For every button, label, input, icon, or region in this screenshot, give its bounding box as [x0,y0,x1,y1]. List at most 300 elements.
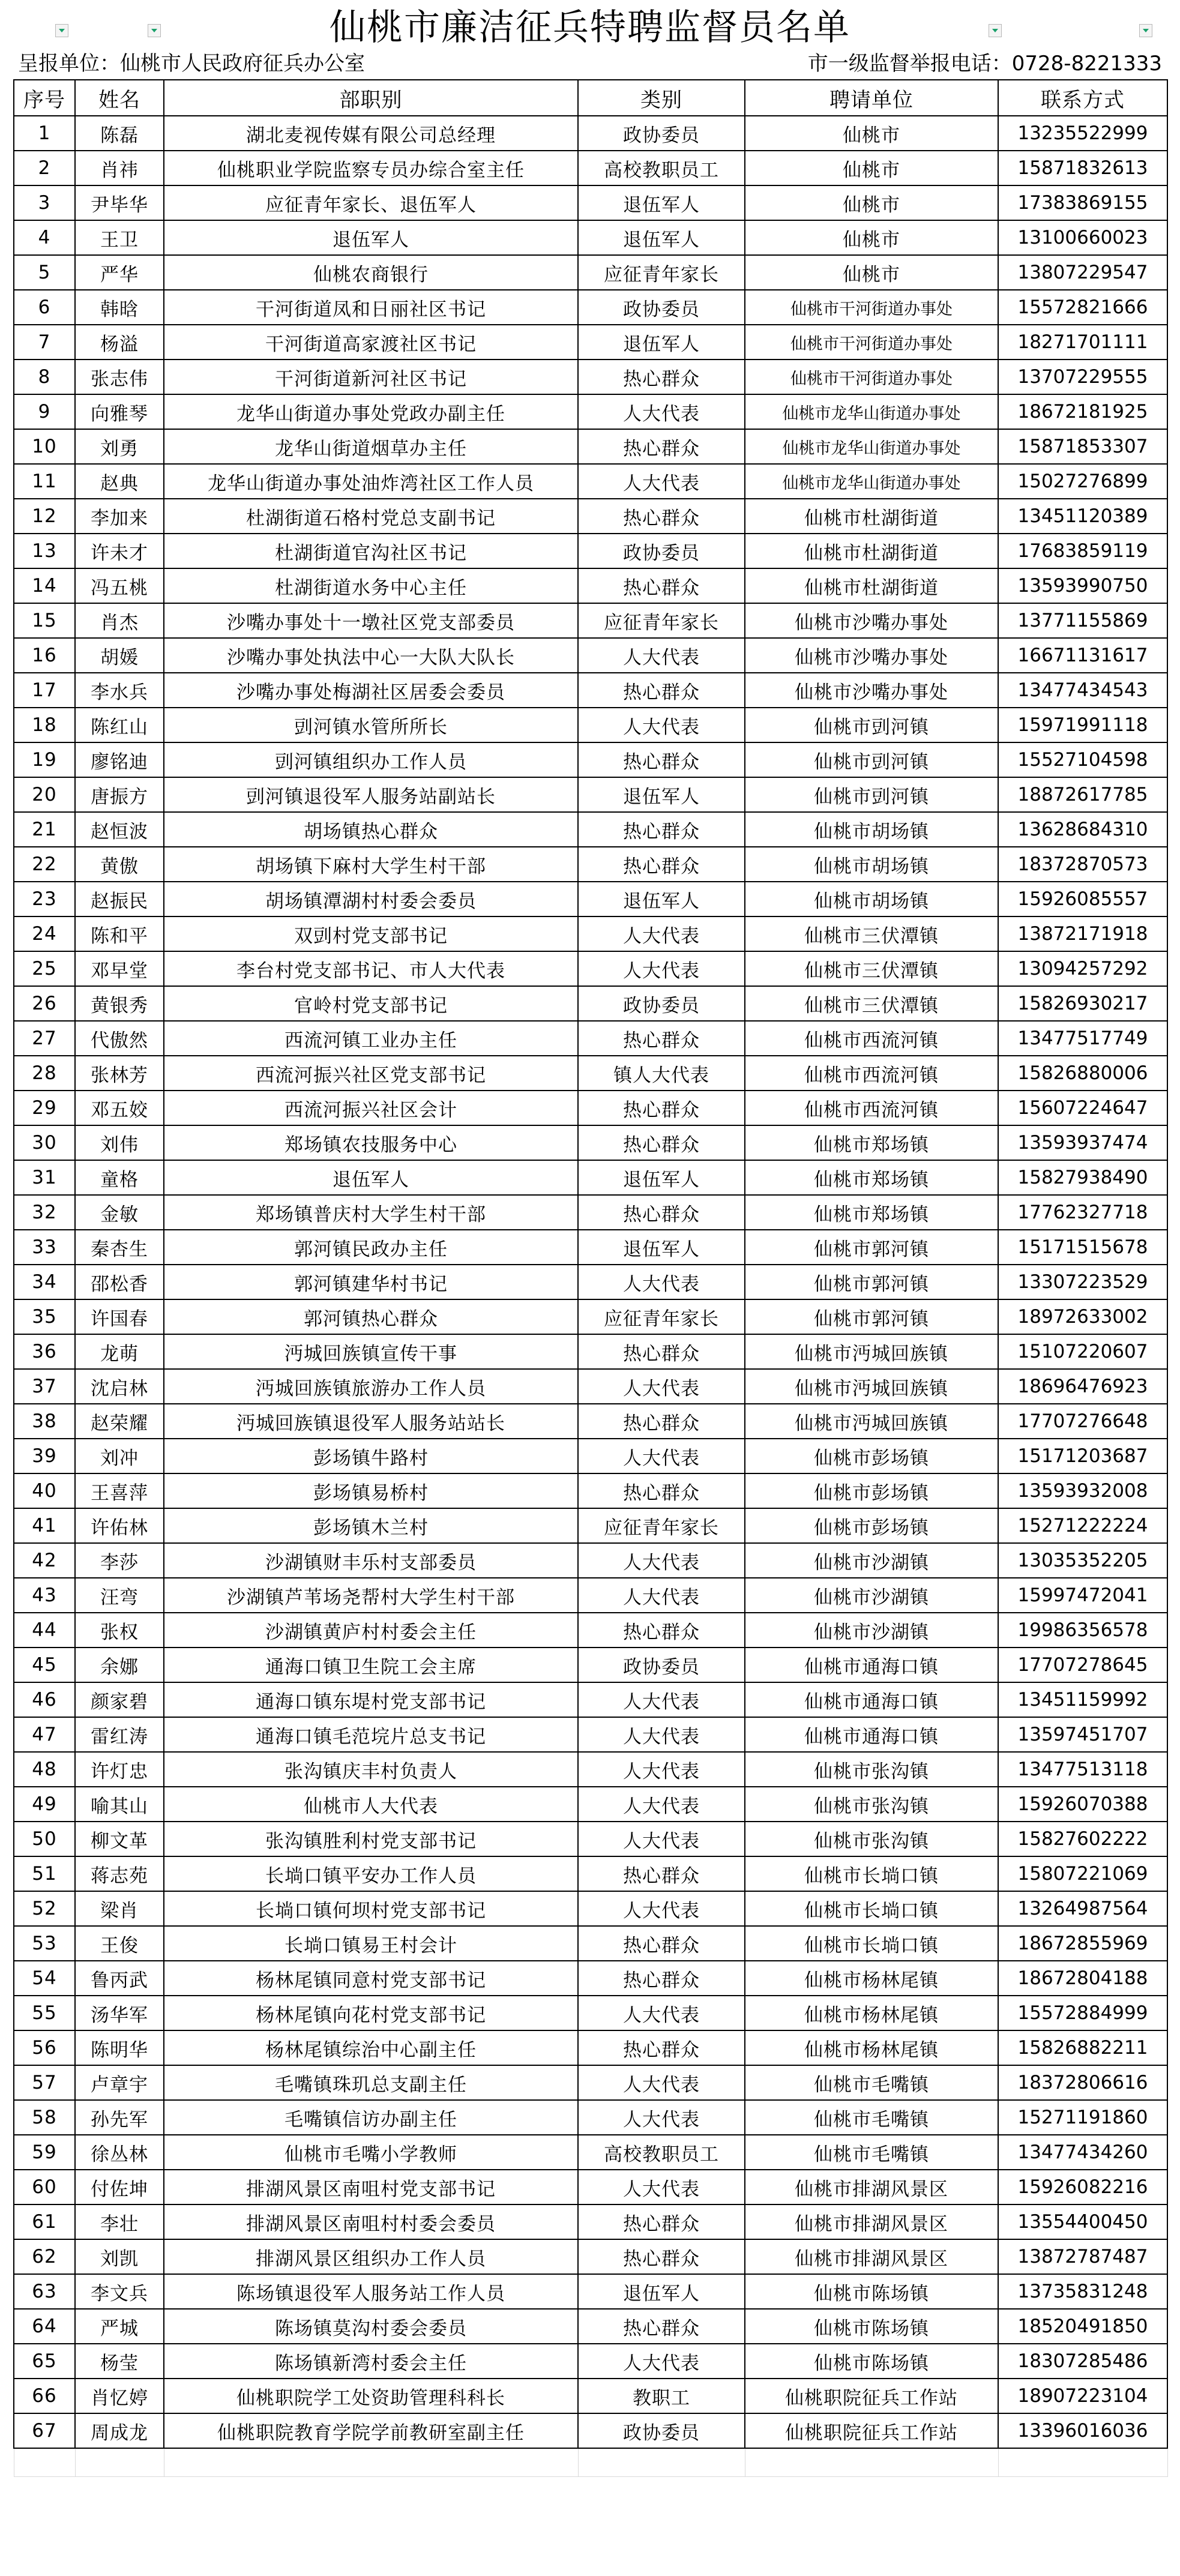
cell-position[interactable]: 沙嘴办事处十一墩社区党支部委员 [164,603,578,638]
cell-no[interactable]: 22 [14,847,75,882]
cell-category[interactable]: 人大代表 [578,2100,745,2135]
cell-name[interactable]: 颜家碧 [75,1682,164,1717]
cell-no[interactable]: 7 [14,325,75,360]
cell-category[interactable]: 人大代表 [578,1717,745,1752]
cell-position[interactable]: 官岭村党支部书记 [164,986,578,1021]
cell-unit[interactable]: 仙桃市长埫口镇 [745,1926,998,1961]
cell-name[interactable]: 严华 [75,255,164,290]
header-position[interactable]: 部职别 [164,80,578,116]
cell-no[interactable]: 18 [14,708,75,742]
cell-position[interactable]: 陈场镇退役军人服务站工作人员 [164,2274,578,2309]
cell-name[interactable]: 唐振方 [75,777,164,812]
cell-name[interactable]: 陈和平 [75,916,164,951]
cell-name[interactable]: 柳文革 [75,1822,164,1856]
cell-position[interactable]: 仙桃职院学工处资助管理科科长 [164,2379,578,2413]
cell-no[interactable]: 55 [14,1996,75,2030]
cell-phone[interactable]: 13035352205 [998,1543,1167,1578]
cell-name[interactable]: 龙萌 [75,1334,164,1369]
cell-no[interactable]: 10 [14,429,75,464]
cell-name[interactable]: 汪弯 [75,1578,164,1613]
cell-name[interactable]: 鲁丙武 [75,1961,164,1996]
cell-name[interactable]: 付佐坤 [75,2170,164,2204]
cell-unit[interactable]: 仙桃市通海口镇 [745,1717,998,1752]
cell-phone[interactable]: 13477513118 [998,1752,1167,1787]
cell-category[interactable]: 人大代表 [578,638,745,673]
cell-position[interactable]: 胡场镇潭湖村村委会委员 [164,882,578,916]
cell-position[interactable]: 杨林尾镇综治中心副主任 [164,2030,578,2065]
cell-no[interactable]: 37 [14,1369,75,1404]
cell-no[interactable]: 21 [14,812,75,847]
cell-category[interactable]: 热心群众 [578,429,745,464]
cell-no[interactable]: 6 [14,290,75,325]
cell-name[interactable]: 杨莹 [75,2344,164,2379]
cell-phone[interactable]: 13771155869 [998,603,1167,638]
cell-phone[interactable]: 15271222224 [998,1508,1167,1543]
cell-position[interactable]: 剅河镇水管所所长 [164,708,578,742]
cell-no[interactable]: 38 [14,1404,75,1439]
cell-position[interactable]: 龙华山街道办事处党政办副主任 [164,394,578,429]
cell-category[interactable]: 热心群众 [578,568,745,603]
cell-unit[interactable]: 仙桃市张沟镇 [745,1752,998,1787]
cell-no[interactable]: 65 [14,2344,75,2379]
cell-name[interactable]: 肖忆婷 [75,2379,164,2413]
cell-name[interactable]: 刘勇 [75,429,164,464]
cell-position[interactable]: 剅河镇组织办工作人员 [164,742,578,777]
cell-unit[interactable]: 仙桃市郑场镇 [745,1195,998,1230]
cell-no[interactable]: 41 [14,1508,75,1543]
empty-cell[interactable] [578,2448,745,2477]
cell-no[interactable]: 5 [14,255,75,290]
cell-name[interactable]: 周成龙 [75,2413,164,2448]
cell-unit[interactable]: 仙桃市沙嘴办事处 [745,603,998,638]
cell-no[interactable]: 1 [14,116,75,151]
cell-no[interactable]: 42 [14,1543,75,1578]
cell-name[interactable]: 肖祎 [75,151,164,185]
cell-no[interactable]: 56 [14,2030,75,2065]
cell-unit[interactable]: 仙桃市剅河镇 [745,777,998,812]
cell-no[interactable]: 64 [14,2309,75,2344]
cell-no[interactable]: 24 [14,916,75,951]
cell-category[interactable]: 人大代表 [578,394,745,429]
cell-category[interactable]: 热心群众 [578,2309,745,2344]
cell-position[interactable]: 退伍军人 [164,220,578,255]
cell-name[interactable]: 王俊 [75,1926,164,1961]
cell-position[interactable]: 仙桃市毛嘴小学教师 [164,2135,578,2170]
cell-position[interactable]: 沔城回族镇退役军人服务站站长 [164,1404,578,1439]
cell-unit[interactable]: 仙桃市 [745,220,998,255]
filter-dropdown-icon[interactable] [1139,24,1152,37]
cell-no[interactable]: 11 [14,464,75,499]
cell-position[interactable]: 仙桃职业学院监察专员办综合室主任 [164,151,578,185]
cell-unit[interactable]: 仙桃市长埫口镇 [745,1891,998,1926]
cell-name[interactable]: 邓五姣 [75,1091,164,1125]
cell-category[interactable]: 热心群众 [578,1961,745,1996]
cell-phone[interactable]: 18696476923 [998,1369,1167,1404]
cell-no[interactable]: 36 [14,1334,75,1369]
cell-phone[interactable]: 13451120389 [998,499,1167,534]
cell-phone[interactable]: 17383869155 [998,185,1167,220]
cell-phone[interactable]: 17707278645 [998,1648,1167,1682]
cell-phone[interactable]: 15572821666 [998,290,1167,325]
cell-position[interactable]: 郭河镇热心群众 [164,1299,578,1334]
cell-category[interactable]: 镇人大代表 [578,1056,745,1091]
cell-position[interactable]: 长埫口镇平安办工作人员 [164,1856,578,1891]
cell-unit[interactable]: 仙桃市郭河镇 [745,1230,998,1265]
cell-name[interactable]: 韩晗 [75,290,164,325]
cell-category[interactable]: 人大代表 [578,2065,745,2100]
cell-name[interactable]: 梁肖 [75,1891,164,1926]
cell-category[interactable]: 人大代表 [578,1787,745,1822]
cell-category[interactable]: 热心群众 [578,499,745,534]
cell-phone[interactable]: 18972633002 [998,1299,1167,1334]
cell-name[interactable]: 汤华军 [75,1996,164,2030]
cell-name[interactable]: 赵典 [75,464,164,499]
cell-name[interactable]: 王卫 [75,220,164,255]
empty-cell[interactable] [998,2448,1167,2477]
cell-position[interactable]: 张沟镇庆丰村负责人 [164,1752,578,1787]
cell-position[interactable]: 剅河镇退役军人服务站副站长 [164,777,578,812]
cell-unit[interactable]: 仙桃市郭河镇 [745,1299,998,1334]
cell-no[interactable]: 60 [14,2170,75,2204]
cell-category[interactable]: 退伍军人 [578,325,745,360]
cell-category[interactable]: 退伍军人 [578,185,745,220]
cell-phone[interactable]: 15827938490 [998,1160,1167,1195]
cell-position[interactable]: 杨林尾镇向花村党支部书记 [164,1996,578,2030]
cell-no[interactable]: 14 [14,568,75,603]
cell-position[interactable]: 双剅村党支部书记 [164,916,578,951]
cell-name[interactable]: 许灯忠 [75,1752,164,1787]
cell-name[interactable]: 严城 [75,2309,164,2344]
cell-phone[interactable]: 15171515678 [998,1230,1167,1265]
cell-unit[interactable]: 仙桃市毛嘴镇 [745,2135,998,2170]
cell-category[interactable]: 热心群众 [578,1125,745,1160]
cell-category[interactable]: 热心群众 [578,2204,745,2239]
cell-unit[interactable]: 仙桃职院征兵工作站 [745,2379,998,2413]
cell-unit[interactable]: 仙桃市干河街道办事处 [745,290,998,325]
cell-name[interactable]: 金敏 [75,1195,164,1230]
cell-unit[interactable]: 仙桃市三伏潭镇 [745,986,998,1021]
cell-name[interactable]: 沈启林 [75,1369,164,1404]
cell-phone[interactable]: 15271191860 [998,2100,1167,2135]
cell-phone[interactable]: 13597451707 [998,1717,1167,1752]
cell-position[interactable]: 仙桃市人大代表 [164,1787,578,1822]
cell-phone[interactable]: 13477517749 [998,1021,1167,1056]
cell-unit[interactable]: 仙桃市沔城回族镇 [745,1369,998,1404]
cell-position[interactable]: 应征青年家长、退伍军人 [164,185,578,220]
cell-phone[interactable]: 19986356578 [998,1613,1167,1648]
cell-category[interactable]: 热心群众 [578,1334,745,1369]
cell-unit[interactable]: 仙桃市三伏潭镇 [745,951,998,986]
cell-category[interactable]: 热心群众 [578,1926,745,1961]
cell-phone[interactable]: 15807221069 [998,1856,1167,1891]
cell-category[interactable]: 热心群众 [578,360,745,394]
cell-category[interactable]: 人大代表 [578,951,745,986]
cell-no[interactable]: 15 [14,603,75,638]
empty-cell[interactable] [164,2448,578,2477]
cell-category[interactable]: 人大代表 [578,2170,745,2204]
cell-position[interactable]: 彭场镇木兰村 [164,1508,578,1543]
cell-phone[interactable]: 15572884999 [998,1996,1167,2030]
cell-position[interactable]: 杜湖街道石格村党总支副书记 [164,499,578,534]
cell-category[interactable]: 人大代表 [578,1369,745,1404]
cell-phone[interactable]: 18672181925 [998,394,1167,429]
cell-category[interactable]: 人大代表 [578,1439,745,1473]
cell-position[interactable]: 干河街道凤和日丽社区书记 [164,290,578,325]
cell-name[interactable]: 张权 [75,1613,164,1648]
cell-name[interactable]: 赵振民 [75,882,164,916]
cell-name[interactable]: 刘凯 [75,2239,164,2274]
cell-name[interactable]: 黄银秀 [75,986,164,1021]
header-no[interactable]: 序号 [14,80,75,116]
cell-name[interactable]: 张林芳 [75,1056,164,1091]
cell-unit[interactable]: 仙桃市排湖风景区 [745,2170,998,2204]
cell-no[interactable]: 16 [14,638,75,673]
cell-unit[interactable]: 仙桃市龙华山街道办事处 [745,429,998,464]
cell-phone[interactable]: 15926085557 [998,882,1167,916]
cell-name[interactable]: 胡媛 [75,638,164,673]
cell-no[interactable]: 44 [14,1613,75,1648]
cell-phone[interactable]: 15826880006 [998,1056,1167,1091]
cell-category[interactable]: 政协委员 [578,534,745,568]
cell-position[interactable]: 排湖风景区组织办工作人员 [164,2239,578,2274]
cell-category[interactable]: 人大代表 [578,2344,745,2379]
cell-position[interactable]: 胡场镇下麻村大学生村干部 [164,847,578,882]
cell-category[interactable]: 退伍军人 [578,2274,745,2309]
cell-unit[interactable]: 仙桃市通海口镇 [745,1682,998,1717]
cell-unit[interactable]: 仙桃市三伏潭镇 [745,916,998,951]
cell-unit[interactable]: 仙桃市沙嘴办事处 [745,638,998,673]
filter-dropdown-icon[interactable] [55,24,68,37]
cell-position[interactable]: 彭场镇牛路村 [164,1439,578,1473]
cell-category[interactable]: 政协委员 [578,986,745,1021]
cell-name[interactable]: 蒋志苑 [75,1856,164,1891]
cell-unit[interactable]: 仙桃市龙华山街道办事处 [745,394,998,429]
cell-no[interactable]: 35 [14,1299,75,1334]
cell-name[interactable]: 李壮 [75,2204,164,2239]
cell-category[interactable]: 热心群众 [578,673,745,708]
cell-name[interactable]: 代傲然 [75,1021,164,1056]
cell-position[interactable]: 干河街道高家渡社区书记 [164,325,578,360]
cell-no[interactable]: 53 [14,1926,75,1961]
cell-category[interactable]: 热心群众 [578,1195,745,1230]
cell-name[interactable]: 廖铭迪 [75,742,164,777]
cell-category[interactable]: 热心群众 [578,742,745,777]
cell-category[interactable]: 人大代表 [578,916,745,951]
cell-position[interactable]: 长埫口镇何坝村党支部书记 [164,1891,578,1926]
cell-phone[interactable]: 15027276899 [998,464,1167,499]
cell-category[interactable]: 政协委员 [578,290,745,325]
cell-phone[interactable]: 13477434260 [998,2135,1167,2170]
cell-unit[interactable]: 仙桃市张沟镇 [745,1787,998,1822]
cell-name[interactable]: 刘冲 [75,1439,164,1473]
cell-no[interactable]: 62 [14,2239,75,2274]
cell-unit[interactable]: 仙桃市郑场镇 [745,1125,998,1160]
cell-unit[interactable]: 仙桃市杜湖街道 [745,499,998,534]
cell-name[interactable]: 刘伟 [75,1125,164,1160]
cell-position[interactable]: 西流河振兴社区党支部书记 [164,1056,578,1091]
cell-unit[interactable]: 仙桃市沙湖镇 [745,1578,998,1613]
cell-name[interactable]: 孙先军 [75,2100,164,2135]
cell-unit[interactable]: 仙桃市彭场镇 [745,1473,998,1508]
cell-no[interactable]: 12 [14,499,75,534]
cell-phone[interactable]: 13094257292 [998,951,1167,986]
cell-no[interactable]: 30 [14,1125,75,1160]
cell-unit[interactable]: 仙桃市郑场镇 [745,1160,998,1195]
cell-name[interactable]: 喻其山 [75,1787,164,1822]
cell-unit[interactable]: 仙桃市杨林尾镇 [745,1961,998,1996]
cell-position[interactable]: 沙嘴办事处执法中心一大队大队长 [164,638,578,673]
cell-phone[interactable]: 15826882211 [998,2030,1167,2065]
cell-unit[interactable]: 仙桃市沙湖镇 [745,1613,998,1648]
cell-unit[interactable]: 仙桃市胡场镇 [745,882,998,916]
cell-position[interactable]: 退伍军人 [164,1160,578,1195]
cell-position[interactable]: 干河街道新河社区书记 [164,360,578,394]
cell-category[interactable]: 热心群众 [578,812,745,847]
cell-phone[interactable]: 13235522999 [998,116,1167,151]
cell-position[interactable]: 杜湖街道水务中心主任 [164,568,578,603]
cell-category[interactable]: 高校教职员工 [578,151,745,185]
cell-category[interactable]: 退伍军人 [578,882,745,916]
cell-unit[interactable]: 仙桃市杨林尾镇 [745,1996,998,2030]
cell-phone[interactable]: 18271701111 [998,325,1167,360]
cell-name[interactable]: 李加来 [75,499,164,534]
cell-category[interactable]: 热心群众 [578,1613,745,1648]
cell-unit[interactable]: 仙桃市 [745,255,998,290]
cell-no[interactable]: 9 [14,394,75,429]
cell-phone[interactable]: 17707276648 [998,1404,1167,1439]
empty-cell[interactable] [745,2448,998,2477]
header-phone[interactable]: 联系方式 [998,80,1167,116]
cell-category[interactable]: 政协委员 [578,116,745,151]
cell-position[interactable]: 沙嘴办事处梅湖社区居委会委员 [164,673,578,708]
cell-no[interactable]: 19 [14,742,75,777]
cell-category[interactable]: 教职工 [578,2379,745,2413]
cell-position[interactable]: 张沟镇胜利村党支部书记 [164,1822,578,1856]
cell-category[interactable]: 人大代表 [578,1543,745,1578]
cell-name[interactable]: 赵荣耀 [75,1404,164,1439]
cell-unit[interactable]: 仙桃市彭场镇 [745,1439,998,1473]
cell-unit[interactable]: 仙桃市沙嘴办事处 [745,673,998,708]
cell-name[interactable]: 向雅琴 [75,394,164,429]
cell-no[interactable]: 45 [14,1648,75,1682]
filter-dropdown-icon[interactable] [989,24,1002,37]
cell-phone[interactable]: 15527104598 [998,742,1167,777]
cell-phone[interactable]: 13628684310 [998,812,1167,847]
cell-unit[interactable]: 仙桃市干河街道办事处 [745,325,998,360]
cell-name[interactable]: 尹毕华 [75,185,164,220]
cell-no[interactable]: 49 [14,1787,75,1822]
cell-category[interactable]: 政协委员 [578,1648,745,1682]
cell-position[interactable]: 沙湖镇黄庐村村委会主任 [164,1613,578,1648]
cell-category[interactable]: 应征青年家长 [578,603,745,638]
cell-no[interactable]: 28 [14,1056,75,1091]
cell-category[interactable]: 人大代表 [578,1996,745,2030]
cell-position[interactable]: 龙华山街道烟草办主任 [164,429,578,464]
cell-name[interactable]: 冯五桃 [75,568,164,603]
cell-position[interactable]: 郑场镇普庆村大学生村干部 [164,1195,578,1230]
cell-position[interactable]: 排湖风景区南咀村村委会委员 [164,2204,578,2239]
cell-phone[interactable]: 13100660023 [998,220,1167,255]
cell-position[interactable]: 通海口镇卫生院工会主席 [164,1648,578,1682]
cell-position[interactable]: 龙华山街道办事处油炸湾社区工作人员 [164,464,578,499]
cell-position[interactable]: 沙湖镇芦苇场尧帮村大学生村干部 [164,1578,578,1613]
cell-position[interactable]: 李台村党支部书记、市人大代表 [164,951,578,986]
cell-no[interactable]: 48 [14,1752,75,1787]
cell-position[interactable]: 通海口镇毛范垸片总支书记 [164,1717,578,1752]
cell-name[interactable]: 邵松香 [75,1265,164,1299]
cell-name[interactable]: 秦杏生 [75,1230,164,1265]
cell-no[interactable]: 33 [14,1230,75,1265]
cell-phone[interactable]: 15826930217 [998,986,1167,1021]
cell-unit[interactable]: 仙桃市 [745,151,998,185]
cell-name[interactable]: 邓早堂 [75,951,164,986]
cell-unit[interactable]: 仙桃市张沟镇 [745,1822,998,1856]
cell-unit[interactable]: 仙桃市杨林尾镇 [745,2030,998,2065]
cell-unit[interactable]: 仙桃市排湖风景区 [745,2204,998,2239]
cell-name[interactable]: 雷红涛 [75,1717,164,1752]
cell-position[interactable]: 毛嘴镇信访办副主任 [164,2100,578,2135]
cell-no[interactable]: 31 [14,1160,75,1195]
cell-category[interactable]: 人大代表 [578,1891,745,1926]
cell-phone[interactable]: 13593932008 [998,1473,1167,1508]
cell-position[interactable]: 彭场镇易桥村 [164,1473,578,1508]
cell-phone[interactable]: 18372806616 [998,2065,1167,2100]
cell-name[interactable]: 陈磊 [75,116,164,151]
cell-unit[interactable]: 仙桃市彭场镇 [745,1508,998,1543]
header-unit[interactable]: 聘请单位 [745,80,998,116]
cell-no[interactable]: 3 [14,185,75,220]
cell-name[interactable]: 童格 [75,1160,164,1195]
cell-phone[interactable]: 13707229555 [998,360,1167,394]
cell-position[interactable]: 通海口镇东堤村党支部书记 [164,1682,578,1717]
cell-no[interactable]: 58 [14,2100,75,2135]
cell-name[interactable]: 卢章宇 [75,2065,164,2100]
cell-phone[interactable]: 13554400450 [998,2204,1167,2239]
cell-name[interactable]: 余娜 [75,1648,164,1682]
cell-position[interactable]: 排湖风景区南咀村党支部书记 [164,2170,578,2204]
cell-phone[interactable]: 13735831248 [998,2274,1167,2309]
cell-phone[interactable]: 13872171918 [998,916,1167,951]
cell-phone[interactable]: 15926082216 [998,2170,1167,2204]
cell-name[interactable]: 陈明华 [75,2030,164,2065]
cell-position[interactable]: 郑场镇农技服务中心 [164,1125,578,1160]
cell-name[interactable]: 肖杰 [75,603,164,638]
cell-phone[interactable]: 13451159992 [998,1682,1167,1717]
cell-name[interactable]: 王喜萍 [75,1473,164,1508]
cell-unit[interactable]: 仙桃市郭河镇 [745,1265,998,1299]
cell-name[interactable]: 徐丛林 [75,2135,164,2170]
cell-category[interactable]: 热心群众 [578,1021,745,1056]
cell-phone[interactable]: 18872617785 [998,777,1167,812]
cell-no[interactable]: 32 [14,1195,75,1230]
cell-no[interactable]: 59 [14,2135,75,2170]
cell-phone[interactable]: 15171203687 [998,1439,1167,1473]
cell-category[interactable]: 应征青年家长 [578,1299,745,1334]
cell-unit[interactable]: 仙桃市剅河镇 [745,708,998,742]
cell-category[interactable]: 人大代表 [578,464,745,499]
cell-name[interactable]: 李文兵 [75,2274,164,2309]
cell-no[interactable]: 67 [14,2413,75,2448]
cell-position[interactable]: 仙桃农商银行 [164,255,578,290]
cell-name[interactable]: 李莎 [75,1543,164,1578]
cell-no[interactable]: 2 [14,151,75,185]
cell-position[interactable]: 杨林尾镇同意村党支部书记 [164,1961,578,1996]
cell-position[interactable]: 仙桃职院教育学院学前教研室副主任 [164,2413,578,2448]
cell-unit[interactable]: 仙桃市沔城回族镇 [745,1404,998,1439]
cell-phone[interactable]: 18520491850 [998,2309,1167,2344]
cell-position[interactable]: 杜湖街道官沟社区书记 [164,534,578,568]
empty-cell[interactable] [75,2448,164,2477]
